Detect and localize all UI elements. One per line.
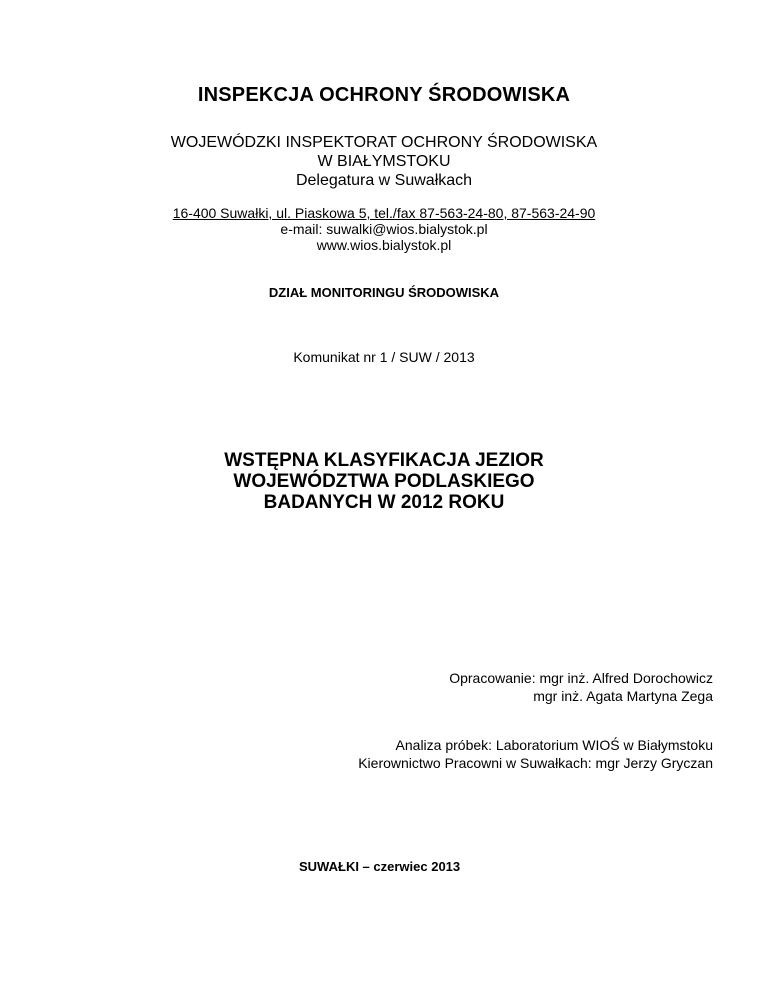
analysis-block bbox=[358, 736, 713, 772]
communique-number: Komunikat nr 1 / SUW / 2013 bbox=[293, 349, 475, 365]
analysis-line: Kierownictwo Pracowni w Suwałkach: mgr Jerzy Gryczan bbox=[358, 755, 713, 771]
report-title-line: WSTĘPNA KLASYFIKACJA JEZIOR bbox=[224, 450, 544, 471]
report-title-line: WOJEWÓDZTWA PODLASKIEGO bbox=[233, 471, 535, 492]
address-line: 16-400 Suwałki, ul. Piaskowa 5, tel./fax 87-563-24-80, 87-563-24-90 bbox=[172, 205, 596, 221]
inspectorate-block bbox=[0, 133, 768, 190]
email-line: e-mail: suwalki@wios.bialystok.pl bbox=[280, 221, 488, 237]
analysis-line: Analiza próbek: Laboratorium WIOŚ w Białymstoku bbox=[395, 737, 713, 753]
document-header-title: INSPEKCJA OCHRONY ŚRODOWISKA bbox=[197, 84, 571, 106]
place-and-date: SUWAŁKI – czerwiec 2013 bbox=[299, 859, 461, 874]
inspectorate-name: WOJEWÓDZKI INSPEKTORAT OCHRONY ŚRODOWISKA bbox=[170, 134, 598, 151]
inspectorate-city: W BIAŁYMSTOKU bbox=[317, 153, 451, 170]
report-title bbox=[0, 450, 768, 513]
author-line: mgr inż. Agata Martyna Zega bbox=[533, 688, 713, 704]
contact-block bbox=[0, 205, 768, 253]
website-line: www.wios.bialystok.pl bbox=[316, 237, 452, 253]
delegation-name: Delegatura w Suwałkach bbox=[295, 172, 473, 189]
report-title-line: BADANYCH W 2012 ROKU bbox=[263, 492, 505, 513]
authors-block bbox=[449, 669, 713, 705]
department-name: DZIAŁ MONITORINGU ŚRODOWISKA bbox=[268, 285, 500, 300]
author-line: Opracowanie: mgr inż. Alfred Dorochowicz bbox=[449, 670, 713, 686]
